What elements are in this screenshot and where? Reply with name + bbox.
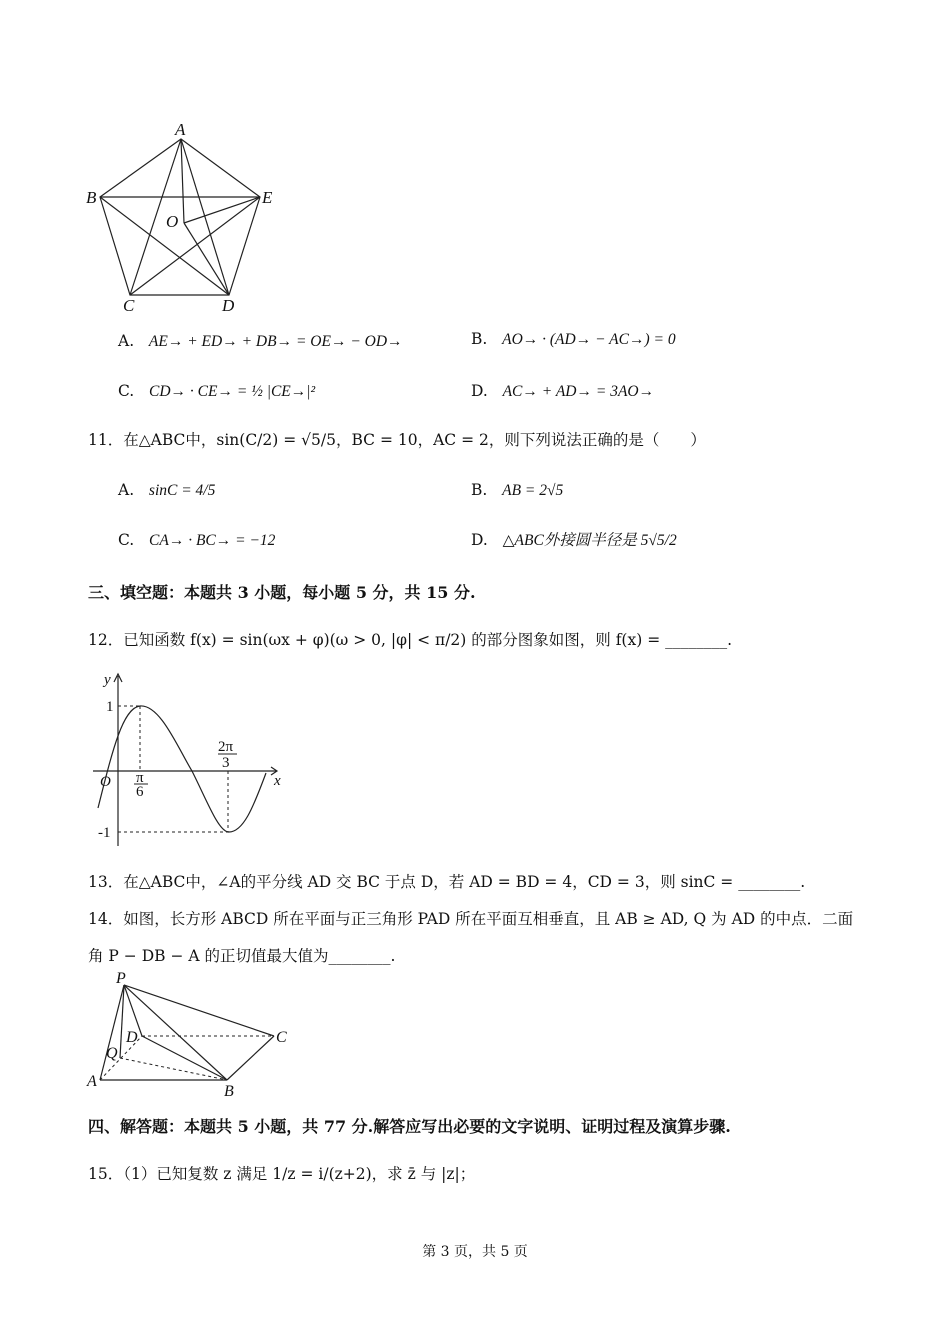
pentagon-figure <box>80 115 290 315</box>
q10-option-a <box>118 331 403 352</box>
option-key: C. <box>118 531 135 549</box>
tick-x1-denominator: 6 <box>136 784 144 800</box>
section-3-heading: 三、填空题：本题共 3 小题，每小题 5 分，共 15 分. <box>88 583 476 602</box>
q10-option-d <box>471 381 654 402</box>
label-C: C <box>276 1029 287 1046</box>
x-axis-label: x <box>274 773 281 789</box>
q14-stem-line1 <box>88 909 853 929</box>
question-text: （1）已知复数 z 满足 1/z = i/(z+2)，求 z̄ 与 |z|； <box>123 1165 476 1183</box>
option-key: D. <box>471 531 488 549</box>
q11-stem <box>88 430 706 450</box>
q11-option-b <box>471 480 563 501</box>
label-D: D <box>126 1029 138 1046</box>
option-key: A. <box>118 481 135 499</box>
label-P: P <box>116 970 126 987</box>
question-text: 如图，长方形 ABCD 所在平面与正三角形 PAD 所在平面互相垂直，且 AB ≥ AD, Q 为 AD 的中点．二面 <box>123 910 854 928</box>
origin-label: O <box>100 774 111 790</box>
label-E: E <box>262 188 273 207</box>
label-Q: Q <box>106 1045 118 1062</box>
question-number: 12． <box>88 631 124 649</box>
y-axis-label: y <box>104 672 111 688</box>
tick-x2-numerator: 2π <box>218 739 234 755</box>
question-text: 已知函数 f(x) = sin(ωx + φ)(ω > 0, |φ| < π/2) 的部分图象如图，则 f(x) = ________. <box>123 631 733 649</box>
label-A: A <box>175 120 186 139</box>
option-text: sinC = 4/5 <box>148 482 216 499</box>
page-footer: 第 3 页，共 5 页 <box>422 1244 528 1260</box>
option-key: C. <box>118 382 135 400</box>
q12-stem <box>88 630 732 650</box>
option-text: AO→ · (AD→ − AC→) = 0 <box>502 331 676 348</box>
question-number: 11． <box>88 431 124 449</box>
label-A: A <box>87 1073 97 1090</box>
label-B: B <box>224 1083 234 1100</box>
label-D: D <box>222 296 235 315</box>
label-O: O <box>166 212 179 231</box>
option-key: B. <box>471 330 488 348</box>
question-number: 15． <box>88 1165 124 1183</box>
option-text: CA→ · BC→ = −12 <box>149 532 276 549</box>
option-text: △ABC外接圆半径是 5√5/2 <box>502 532 677 549</box>
question-number: 13． <box>88 873 124 891</box>
q11-option-d <box>471 530 677 551</box>
q13-stem <box>88 872 805 892</box>
option-key: B. <box>471 481 488 499</box>
option-text: AE→ + ED→ + DB→ = OE→ − OD→ <box>148 333 403 350</box>
question-text: 在△ABC中，sin(C/2) = √5/5，BC = 10，AC = 2，则下列说法正确的是（ ） <box>123 431 706 449</box>
tick-x2-denominator: 3 <box>222 755 230 771</box>
option-key: A. <box>118 332 135 350</box>
q11-option-a <box>118 480 215 501</box>
q14-stem-line2: 角 P − DB − A 的正切值最大值为________. <box>88 947 396 965</box>
section-4-heading: 四、解答题：本题共 5 小题，共 77 分.解答应写出必要的文字说明、证明过程及演算步骤. <box>88 1117 731 1136</box>
sine-graph <box>88 668 298 858</box>
label-C: C <box>123 296 135 315</box>
q10-option-b <box>471 329 676 350</box>
option-key: D. <box>471 382 488 400</box>
tick-y-bottom: -1 <box>98 825 111 841</box>
option-text: AB = 2√5 <box>502 482 564 499</box>
option-text: AC→ + AD→ = 3AO→ <box>502 383 655 400</box>
prism-figure <box>84 970 304 1100</box>
q10-option-c <box>118 381 315 402</box>
tick-y-top: 1 <box>106 699 114 715</box>
q11-option-c <box>118 530 275 551</box>
option-text: CD→ · CE→ = ½ |CE→|² <box>149 383 316 400</box>
label-B: B <box>86 188 97 207</box>
q15-stem <box>88 1164 475 1184</box>
question-number: 14． <box>88 910 124 928</box>
tick-x1-numerator: π <box>136 770 144 786</box>
question-text: 在△ABC中，∠A的平分线 AD 交 BC 于点 D，若 AD = BD = 4，CD = 3，则 sinC = ________. <box>123 873 806 891</box>
